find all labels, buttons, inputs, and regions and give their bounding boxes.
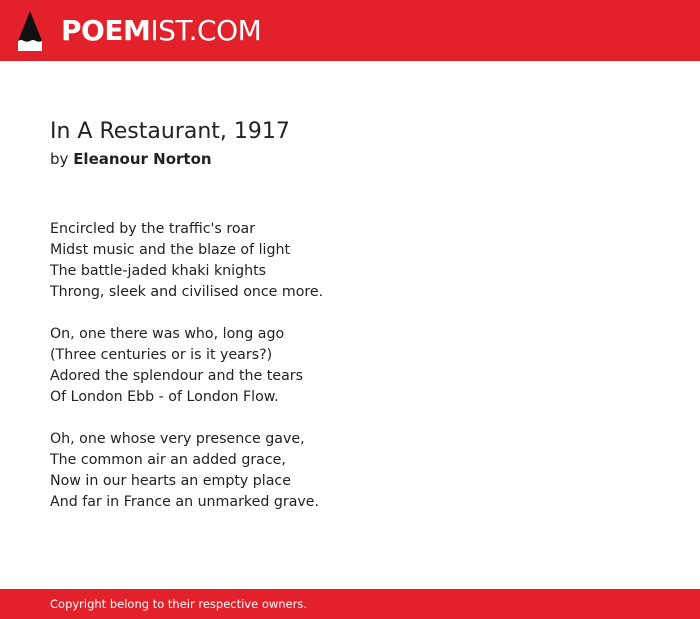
- top-bar: [0, 0, 700, 61]
- poem-line: (Three centuries or is it years?): [50, 347, 273, 363]
- poem-title: In A Restaurant, 1917: [50, 119, 290, 144]
- byline: [50, 147, 650, 171]
- poem-line: Of London Ebb - of London Flow.: [50, 389, 279, 405]
- footer-bar: [0, 589, 700, 619]
- poem-line: Now in our hearts an empty place: [50, 473, 291, 489]
- logo-secondary: IST.COM: [150, 14, 262, 47]
- pencil-tip-icon: [17, 10, 43, 52]
- poem-line: Oh, one whose very presence gave,: [50, 431, 305, 447]
- poem-line: And far in France an unmarked grave.: [50, 494, 320, 510]
- byline-prefix: by: [50, 150, 69, 168]
- stanza-2: [50, 324, 650, 408]
- poem-line: The battle-jaded khaki knights: [50, 263, 267, 279]
- poem-line: Adored the splendour and the tears: [50, 368, 303, 384]
- author-name[interactable]: Eleanour Norton: [73, 150, 212, 168]
- poem-line: The common air an added grace,: [50, 452, 286, 468]
- stanza-3: [50, 429, 650, 513]
- poem-line: Throng, sleek and civilised once more.: [50, 284, 324, 300]
- site-logo-text: [61, 14, 262, 47]
- site-logo-link[interactable]: [17, 9, 261, 53]
- copyright-notice: Copyright belong to their respective owners.: [50, 597, 308, 611]
- poem-line: Midst music and the blaze of light: [50, 242, 291, 258]
- logo-primary: POEM: [61, 14, 151, 47]
- poem-line: On, one there was who, long ago: [50, 326, 285, 342]
- poem-line: Encircled by the traffic's roar: [50, 221, 256, 237]
- stanza-1: [50, 219, 650, 303]
- poem-content: [50, 117, 650, 513]
- poem-body: [50, 219, 650, 513]
